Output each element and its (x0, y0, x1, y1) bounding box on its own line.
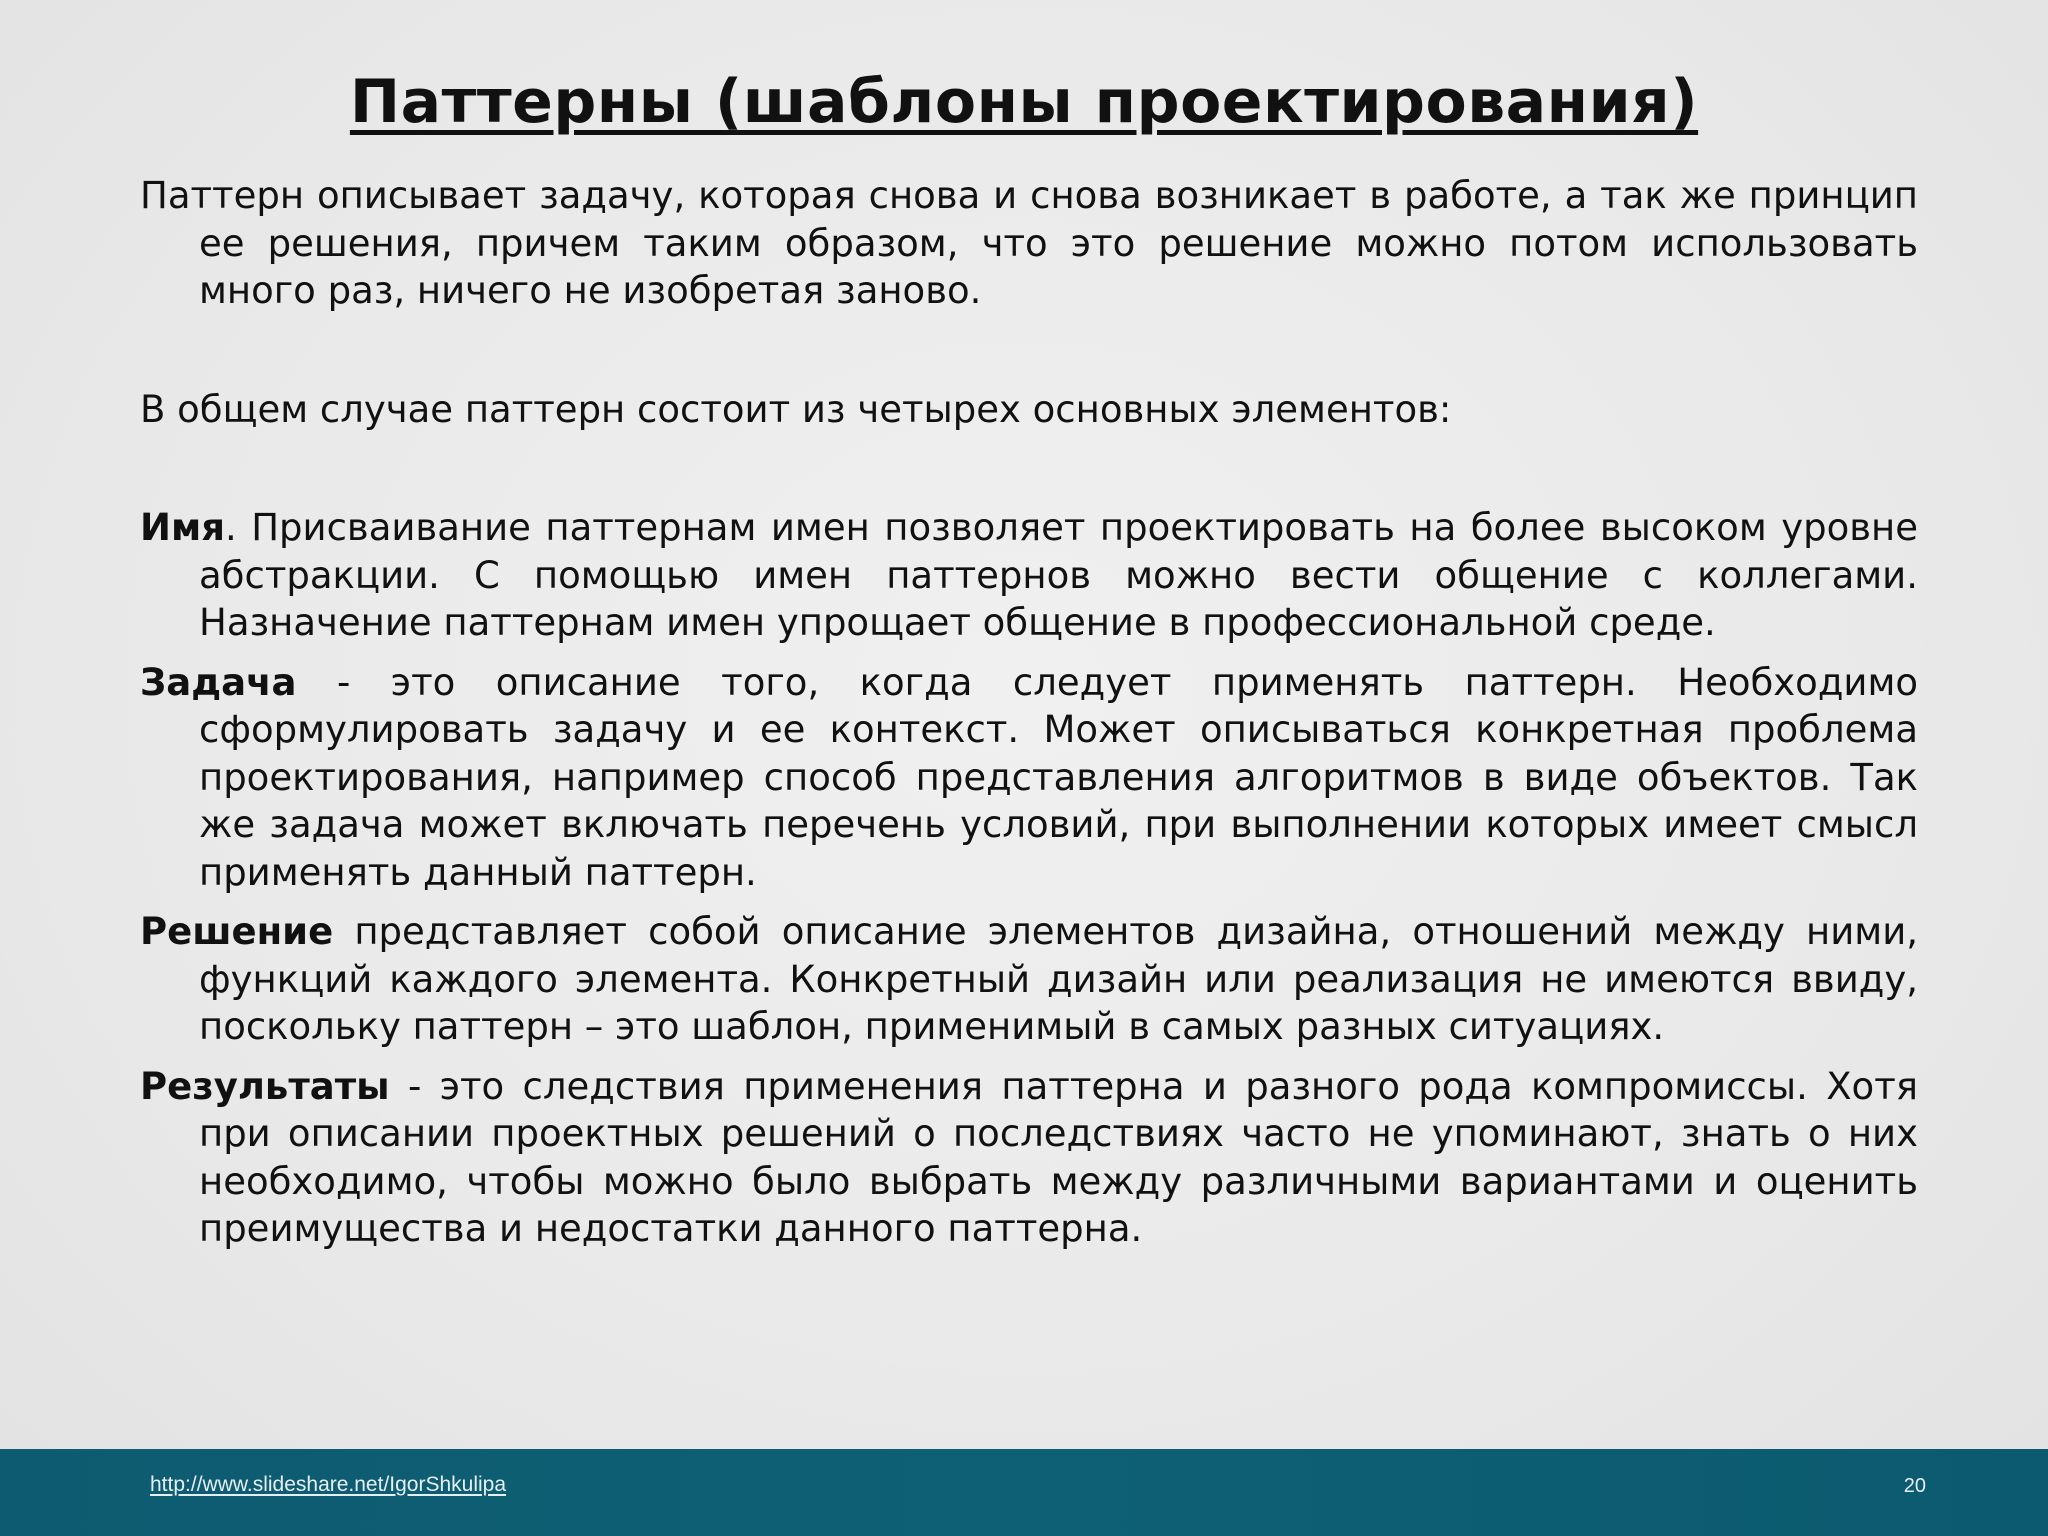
slide-title: Паттерны (шаблоны проектирования) (349, 67, 1699, 137)
item-name-separator: . (224, 506, 237, 549)
page-number: 20 (1903, 1475, 1926, 1497)
item-results-term: Результаты (140, 1064, 390, 1108)
item-task-text: - это описание того, когда следует применять паттерн. Необходимо сформулировать задачу и ее контекст. Может описываться конкретная проблема проектирования, например способ представления алгоритмов в виде объектов. Так же задача может включать перечень условий, при выполнении которых имеет смысл применять данный паттерн. (199, 660, 1918, 894)
item-name-text: Присваивание паттернам имен позволяет проектировать на более высоком уровне абстракции. С помощью имен паттернов можно вести общение с коллегами. Назначение паттернам имен упрощает общение в профессиональной среде. (199, 506, 1918, 644)
footer-link[interactable]: http://www.slideshare.net/IgorShkulipa (150, 1473, 507, 1496)
item-name (140, 504, 1918, 647)
item-solution (140, 908, 1918, 1051)
item-task (140, 659, 1918, 897)
item-solution-term: Решение (140, 910, 334, 953)
intro-paragraph: Паттерн описывает задачу, которая снова и снова возникает в работе, а так же принцип ее решения, причем таким образом, что это решение можно потом использовать много раз, ничего не изобретая заново. (140, 174, 1918, 312)
elements-intro: В общем случае паттерн состоит из четырех основных элементов: (140, 387, 1452, 431)
item-solution-text: представляет собой описание элементов дизайна, отношений между ними, функций каждого элемента. Конкретный дизайн или реализация не имеются ввиду, поскольку паттерн – это шаблон, применимый в самых разных ситуациях. (199, 910, 1918, 1048)
slide-content (140, 172, 1918, 1253)
item-results-text: - это следствия применения паттерна и разного рода компромиссы. Хотя при описании проектных решений о последствиях часто не упоминают, знать о них необходимо, чтобы можно было выбрать между различными вариантами и оценить преимущества и недостатки данного паттерна. (199, 1064, 1918, 1250)
item-name-term: Имя (140, 506, 225, 549)
item-task-term: Задача (140, 660, 297, 704)
item-results (140, 1063, 1918, 1253)
footer-bar (0, 1449, 2048, 1536)
